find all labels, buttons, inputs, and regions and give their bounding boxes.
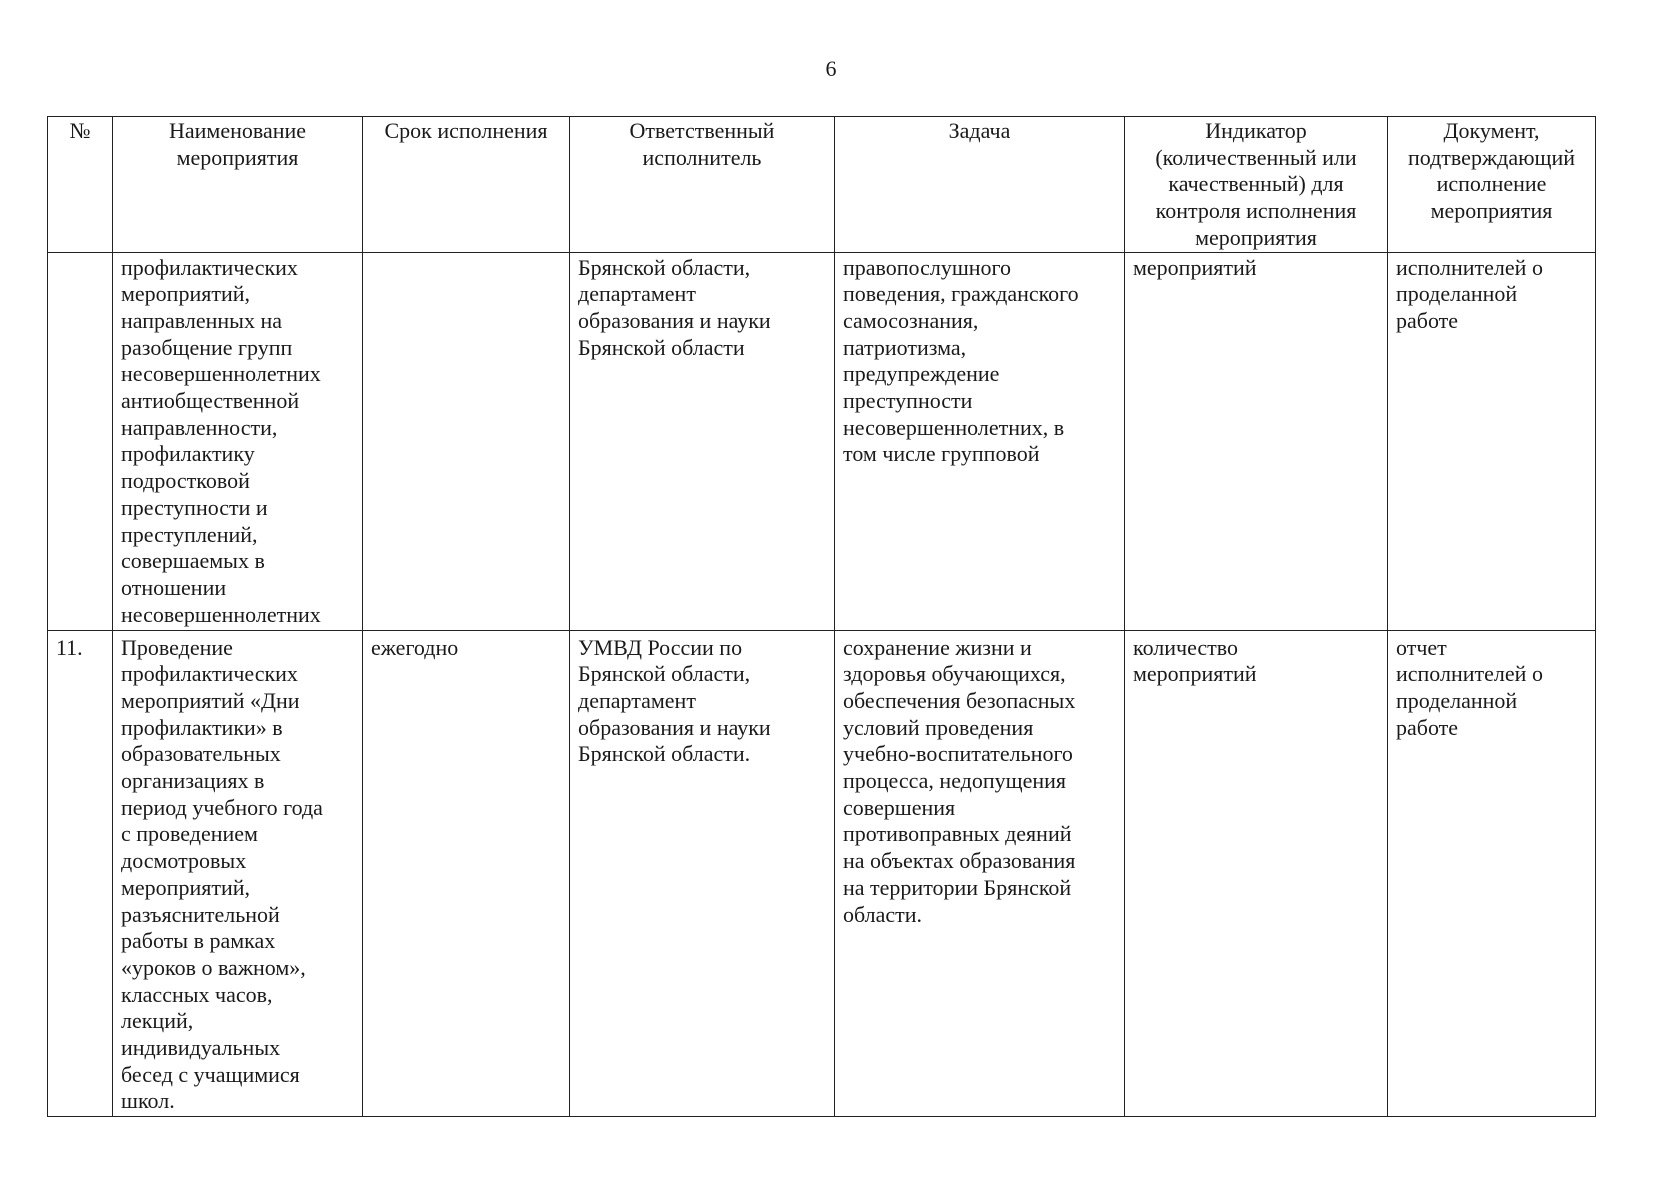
- header-task: Задача: [835, 117, 1125, 253]
- page-number: 6: [825, 56, 837, 81]
- table-row: [48, 252, 1596, 630]
- cell-document: исполнителей о проделанной работе: [1388, 252, 1596, 630]
- cell-activity-name: профилактических мероприятий, направленных на разобщение групп несовершеннолетних антиобщественной направленности, профилактику подростковой преступности и преступлений, совершаемых в отношении несовершеннолетних: [113, 252, 363, 630]
- header-deadline: Срок исполнения: [363, 117, 570, 253]
- cell-indicator: мероприятий: [1125, 252, 1388, 630]
- cell-responsible: УМВД России по Брянской области, департамент образования и науки Брянской области.: [570, 630, 835, 1116]
- cell-task: сохранение жизни и здоровья обучающихся, обеспечения безопасных условий проведения учебно-воспитательного процесса, недопущения совершения противоправных деяний на объектах образования на территории Брянской области.: [835, 630, 1125, 1116]
- cell-responsible: Брянской области, департамент образования и науки Брянской области: [570, 252, 835, 630]
- action-plan-table: [47, 116, 1596, 1117]
- cell-document: отчет исполнителей о проделанной работе: [1388, 630, 1596, 1116]
- cell-deadline: [363, 252, 570, 630]
- table-header-row: [48, 117, 1596, 253]
- cell-activity-name: Проведение профилактических мероприятий «Дни профилактики» в образовательных организациях в период учебного года с проведением досмотровых мероприятий, разъяснительной работы в рамках «уроков о важном», классных часов, лекций, индивидуальных бесед с учащимися школ.: [113, 630, 363, 1116]
- header-document: Документ, подтверждающий исполнение мероприятия: [1388, 117, 1596, 253]
- cell-task: правопослушного поведения, гражданского самосознания, патриотизма, предупреждение преступности несовершеннолетних, в том числе групповой: [835, 252, 1125, 630]
- header-number: №: [48, 117, 113, 253]
- cell-deadline: ежегодно: [363, 630, 570, 1116]
- header-activity-name: Наименование мероприятия: [113, 117, 363, 253]
- cell-number: 11.: [48, 630, 113, 1116]
- cell-number: [48, 252, 113, 630]
- table-row: [48, 630, 1596, 1116]
- header-indicator: Индикатор (количественный или качественный) для контроля исполнения мероприятия: [1125, 117, 1388, 253]
- cell-indicator: количество мероприятий: [1125, 630, 1388, 1116]
- header-responsible: Ответственный исполнитель: [570, 117, 835, 253]
